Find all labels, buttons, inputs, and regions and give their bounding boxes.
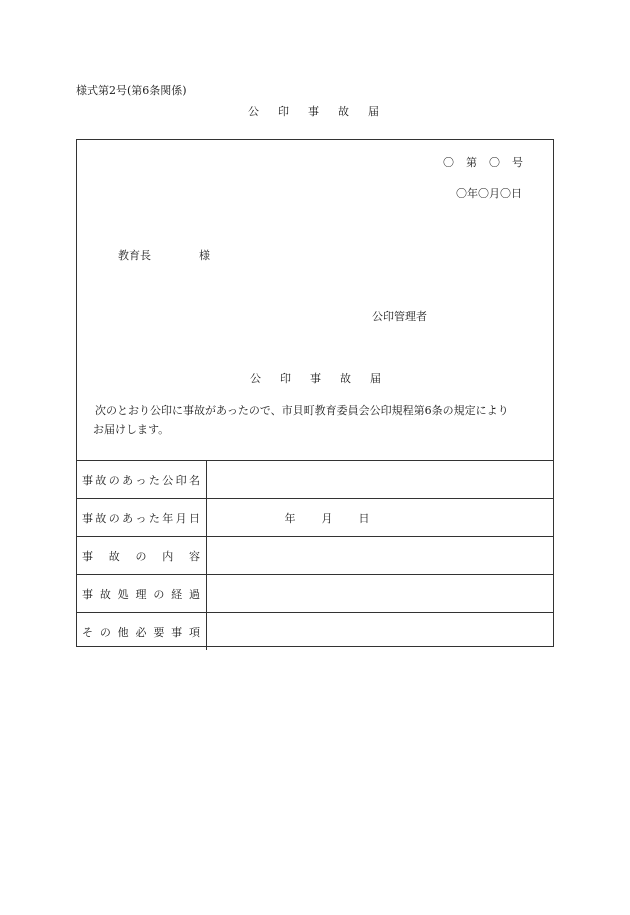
field-label-char: 名 — [189, 473, 200, 487]
addressee-suffix: 様 — [199, 249, 210, 262]
title-char: 故 — [338, 105, 349, 118]
field-label-char: 印 — [175, 473, 187, 487]
addressee-name: 教育長 — [118, 249, 151, 262]
month-unit: 月 — [321, 511, 333, 525]
inner-title-char: 届 — [370, 372, 381, 385]
inner-title-char: 事 — [310, 372, 321, 385]
field-label-char: 公 — [162, 473, 174, 487]
inner-title-char: 故 — [340, 372, 351, 385]
field-label-char: の — [153, 587, 165, 601]
body-text — [93, 401, 550, 439]
year-unit: 年 — [284, 511, 296, 525]
field-label-other-items — [76, 613, 206, 651]
number-prefix: 第 — [466, 156, 477, 169]
field-label-incident-date — [76, 499, 206, 537]
field-label-char: の — [99, 625, 111, 639]
field-label-char: 事 — [171, 625, 183, 639]
field-label-char: 故 — [95, 473, 107, 487]
detail-table — [76, 460, 554, 650]
number-circle: 〇 — [489, 156, 500, 169]
field-label-char: あ — [122, 473, 134, 487]
field-label-char: 故 — [108, 549, 120, 563]
document-date: 〇年〇月〇日 — [456, 187, 522, 200]
title-char: 届 — [368, 105, 379, 118]
field-value-seal-name[interactable] — [206, 461, 554, 499]
field-label-char: 過 — [188, 587, 200, 601]
field-label-char: そ — [82, 625, 93, 639]
field-label-char: 他 — [117, 625, 129, 639]
field-value-incident-date[interactable] — [206, 499, 554, 537]
title-char: 公 — [248, 105, 259, 118]
field-label-char: の — [135, 549, 147, 563]
table-row — [76, 575, 554, 613]
day-unit: 日 — [358, 511, 370, 525]
field-label-char: 要 — [153, 625, 165, 639]
table-row — [76, 613, 554, 651]
field-label-char: 経 — [171, 587, 183, 601]
table-row — [76, 499, 554, 537]
field-label-char: 故 — [95, 511, 107, 525]
field-label-char: 事 — [82, 473, 93, 487]
field-label-char: っ — [135, 473, 147, 487]
field-label-char: 理 — [135, 587, 147, 601]
field-label-char: 容 — [189, 549, 200, 563]
table-row — [76, 537, 554, 575]
field-label-char: 月 — [175, 511, 187, 525]
field-label-char: 必 — [135, 625, 147, 639]
field-label-char: っ — [135, 511, 147, 525]
field-label-char: 事 — [82, 587, 93, 601]
field-label-char: の — [108, 511, 120, 525]
field-label-char: 事 — [82, 511, 93, 525]
field-label-char: の — [108, 473, 120, 487]
addressee — [118, 247, 210, 263]
field-value-other-items[interactable] — [206, 613, 554, 651]
inner-title-char: 公 — [250, 372, 261, 385]
title-char: 事 — [308, 105, 319, 118]
field-value-handling-progress[interactable] — [206, 575, 554, 613]
inner-title-char: 印 — [280, 372, 291, 385]
field-label-char: 項 — [188, 625, 200, 639]
field-label-char: た — [148, 511, 160, 525]
field-label-char: 年 — [162, 511, 174, 525]
document-number — [443, 154, 535, 170]
field-label-seal-name — [76, 461, 206, 499]
number-suffix: 号 — [512, 156, 523, 169]
number-circle: 〇 — [443, 156, 454, 169]
field-label-char: 内 — [162, 549, 174, 563]
table-row — [76, 461, 554, 499]
body-line-2: お届けします。 — [93, 423, 170, 436]
field-label-char: 処 — [117, 587, 129, 601]
field-label-incident-details — [76, 537, 206, 575]
field-label-handling-progress — [76, 575, 206, 613]
body-line-1: 次のとおり公印に事故があったので、市貝町教育委員会公印規程第6条の規定により — [95, 404, 509, 417]
field-label-char: 日 — [189, 511, 200, 525]
document-title — [248, 103, 398, 119]
seal-manager-label: 公印管理者 — [372, 310, 427, 323]
field-label-char: 事 — [82, 549, 93, 563]
form-number-label: 様式第2号(第6条関係) — [76, 84, 187, 97]
inner-title — [250, 370, 400, 386]
title-char: 印 — [278, 105, 289, 118]
field-label-char: あ — [122, 511, 134, 525]
field-label-char: 故 — [99, 587, 111, 601]
field-value-incident-details[interactable] — [206, 537, 554, 575]
field-label-char: た — [148, 473, 160, 487]
